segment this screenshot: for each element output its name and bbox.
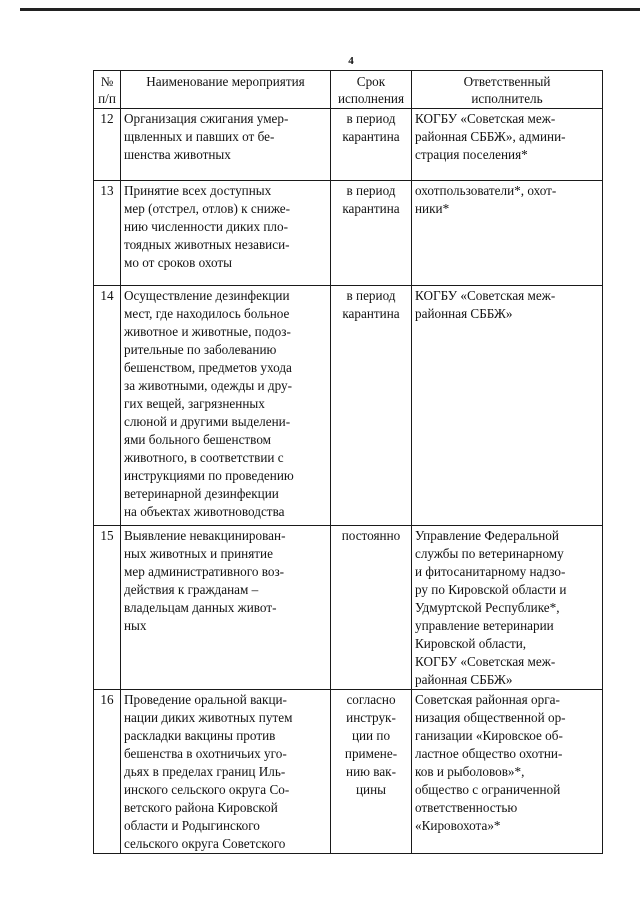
text-line: постоянно [341,528,401,543]
text-line: на объектах животноводства [124,504,285,519]
text-line: мест, где находилось больное [124,306,290,321]
row-number: 16 [94,690,121,854]
text-line: Кировской области, [415,636,527,651]
row-measure-name [121,526,331,690]
row-number: 12 [94,109,121,181]
row-number: 14 [94,286,121,526]
text-line: рительные по заболеванию [124,342,277,357]
row-responsible [412,181,603,286]
text-line: Ответственный [463,74,551,89]
text-line: бешенства в охотничьих уго- [124,746,287,761]
text-line: ями больного бешенством [124,432,272,447]
table-header-row [94,71,603,109]
row-measure-name [121,109,331,181]
text-line: тоядных животных независи- [124,237,290,252]
text-line: КОГБУ «Советская меж- [415,111,556,126]
text-line: дьях в пределах границ Иль- [124,764,286,779]
text-line: исполнитель [471,91,543,106]
row-number: 13 [94,181,121,286]
row-measure-name [121,286,331,526]
text-line: исполнения [337,91,405,106]
text-line: мо от сроков охоты [124,255,233,270]
text-line: КОГБУ «Советская меж- [415,654,556,669]
text-line: Организация сжигания умер- [124,111,289,126]
text-line: за животными, одежды и дру- [124,378,292,393]
row-measure-name [121,690,331,854]
text-line: действия к гражданам – [124,582,259,597]
text-line: мер (отстрел, отлов) к сниже- [124,201,291,216]
text-line: в период [346,183,396,198]
text-line: мер административного воз- [124,564,285,579]
text-line: Срок [356,74,386,89]
text-line: районная СББЖ» [415,306,513,321]
text-line: карантина [342,201,400,216]
text-line: в период [346,111,396,126]
text-line: бешенством, предметов ухода [124,360,292,375]
text-line: п/п [98,91,116,106]
text-line: ответственностью [415,800,518,815]
row-term [331,690,412,854]
top-border-line [20,8,640,11]
text-line: цины [355,782,387,797]
text-line: низация общественной ор- [415,710,566,725]
text-line: Управление Федеральной [415,528,559,543]
text-line: общество с ограниченной [415,782,561,797]
text-line: ков и рыболовов»*, [415,764,525,779]
header-name [121,71,331,109]
row-responsible [412,690,603,854]
text-line: сельского округа Советского [124,836,286,851]
text-line: управление ветеринарии [415,618,554,633]
text-line: примене- [344,746,398,761]
row-number: 15 [94,526,121,690]
text-line: щвленных и павших от бе- [124,129,275,144]
text-line: животного, в соответствии с [124,450,284,465]
text-line: № [100,74,114,89]
text-line: Осуществление дезинфекции [124,288,290,303]
text-line: районная СББЖ» [415,672,513,687]
header-number [94,71,121,109]
text-line: карантина [342,129,400,144]
row-responsible [412,526,603,690]
text-line: ники* [415,201,450,216]
row-term [331,109,412,181]
text-line: животное и животные, подоз- [124,324,291,339]
text-line: нию численности диких пло- [124,219,288,234]
table-row [94,109,603,181]
text-line: ру по Кировской области и [415,582,567,597]
text-line: ластное общество охотни- [415,746,563,761]
text-line: инструкциями по проведению [124,468,294,483]
text-line: Проведение оральной вакци- [124,692,287,707]
text-line: ветского района Кировской [124,800,278,815]
text-line: инструк- [346,710,396,725]
row-term [331,181,412,286]
text-line: и фитосанитарному надзо- [415,564,566,579]
text-line: области и Родыгинского [124,818,260,833]
row-term [331,526,412,690]
text-line: ных [124,618,147,633]
row-term [331,286,412,526]
text-line: нию вак- [346,764,396,779]
row-responsible [412,286,603,526]
table-row [94,526,603,690]
text-line: Принятие всех доступных [124,183,272,198]
text-line: Советская районная орга- [415,692,560,707]
text-line: ных животных и принятие [124,546,273,561]
page-number: 4 [348,55,354,67]
text-line: шенства животных [124,147,231,162]
text-line: охотпользователи*, охот- [415,183,557,198]
text-line: Выявление невакцинирован- [124,528,286,543]
text-line: «Кировохота»* [415,818,501,833]
header-term [331,71,412,109]
text-line: слюной и другими выделени- [124,414,291,429]
text-line: раскладки вакцины против [124,728,276,743]
row-responsible [412,109,603,181]
text-line: владельцам данных живот- [124,600,277,615]
row-measure-name [121,181,331,286]
text-line: страция поселения* [415,147,528,162]
text-line: согласно [346,692,396,707]
text-line: районная СББЖ», админи- [415,129,566,144]
text-line: карантина [342,306,400,321]
text-line: ветеринарной дезинфекции [124,486,279,501]
header-responsible [412,71,603,109]
table-row [94,286,603,526]
text-line: КОГБУ «Советская меж- [415,288,556,303]
text-line: гих вещей, загрязненных [124,396,265,411]
text-line: службы по ветеринарному [415,546,564,561]
text-line: инского сельского округа Со- [124,782,290,797]
text-line: Наименование мероприятия [146,74,305,89]
text-line: ции по [351,728,391,743]
text-line: в период [346,288,396,303]
table-row [94,181,603,286]
table-row [94,690,603,854]
text-line: Удмуртской Республике*, [415,600,560,615]
text-line: нации диких животных путем [124,710,293,725]
text-line: ганизации «Кировское об- [415,728,563,743]
measures-table [93,70,603,854]
